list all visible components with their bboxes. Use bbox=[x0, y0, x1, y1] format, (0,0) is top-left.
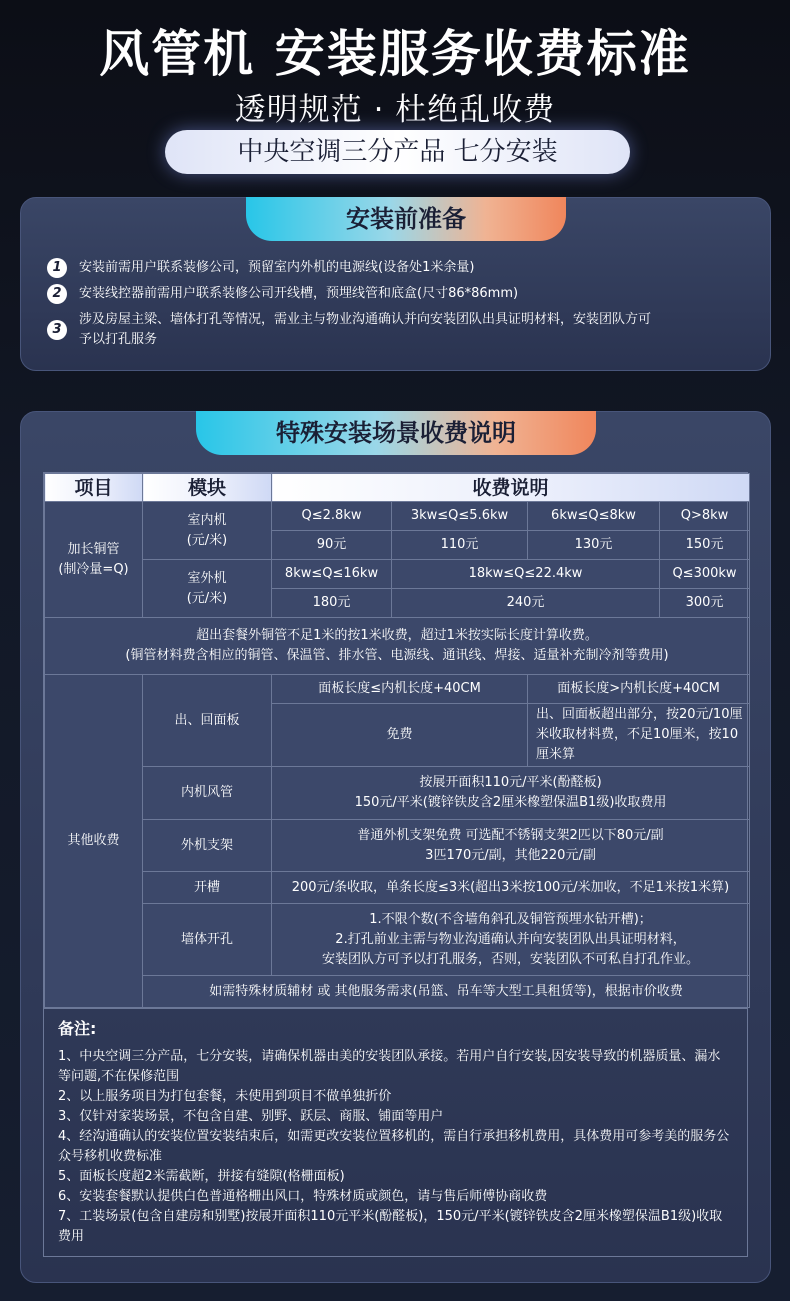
bracket-module-cell: 外机支架 bbox=[143, 820, 272, 872]
table-cell: 出、回面板超出部分，按20元/10厘米收取材料费，不足10厘米，按10厘米算 bbox=[528, 704, 750, 767]
table-cell: 6kw≤Q≤8kw bbox=[528, 502, 660, 531]
number-2-icon: 2 bbox=[47, 284, 67, 304]
prep-item-text: 涉及房屋主梁、墙体打孔等情况，需业主与物业沟通确认并向安装团队出具证明材料，安装团队方可予以打孔服务 bbox=[79, 312, 652, 347]
indoor-module-cell: 室内机 (元/米) bbox=[143, 502, 272, 560]
prep-card bbox=[20, 197, 771, 371]
table-cell: 180元 bbox=[272, 589, 392, 618]
table-cell: 3kw≤Q≤5.6kw bbox=[392, 502, 528, 531]
table-cell: 110元 bbox=[392, 531, 528, 560]
table-row bbox=[45, 502, 750, 531]
prep-item-text: 安装线控器前需用户联系装修公司开线槽，预埋线管和底盒(尺寸86*86mm) bbox=[79, 286, 519, 301]
notes-section bbox=[43, 1002, 748, 1257]
table-row bbox=[45, 560, 750, 589]
note-item: 5、面板长度超2米需截断，拼接有缝隙(格栅面板) bbox=[58, 1169, 345, 1184]
page-title: 风管机 安装服务收费标准 bbox=[99, 25, 691, 83]
table-row bbox=[45, 767, 750, 820]
note-item: 2、以上服务项目为打包套餐，未使用到项目不做单独折价 bbox=[58, 1089, 392, 1104]
note-item: 4、经沟通确认的安装位置安装结束后，如需更改安装位置移机的，需自行承担移机费用，具体费用可参考美的服务公众号移机收费标准 bbox=[58, 1129, 730, 1164]
table-row bbox=[45, 872, 750, 904]
note-item: 6、安装套餐默认提供白色普通格栅出风口，特殊材质或颜色，请与售后师傅协商收费 bbox=[58, 1189, 548, 1204]
page-subtitle: 透明规范 · 杜绝乱收费 bbox=[234, 92, 556, 128]
number-3-icon: 3 bbox=[47, 320, 67, 340]
prep-list bbox=[47, 258, 750, 356]
table-row bbox=[45, 904, 750, 976]
table-cell: 面板长度>内机长度+40CM bbox=[528, 675, 750, 704]
note-item: 1、中央空调三分产品，七分安装，请确保机器由美的安装团队承接。若用户自行安装,因安装导致的机器质量、漏水等问题,不在保修范围 bbox=[58, 1049, 721, 1084]
prep-heading: 安装前准备 bbox=[246, 197, 566, 241]
note-item: 7、工装场景(包含自建房和别墅)按展开面积110元平米(酚醛板)，150元/平米(镀锌铁皮含2厘米橡塑保温B1级)收取费用 bbox=[58, 1209, 723, 1244]
table-cell: 免费 bbox=[272, 704, 528, 767]
table-cell: 90元 bbox=[272, 531, 392, 560]
copper-item-cell: 加长铜管 (制冷量=Q) bbox=[45, 502, 143, 618]
table-cell: 普通外机支架免费 可选配不锈钢支架2匹以下80元/副 3匹170元/副，其他220元/副 bbox=[272, 820, 750, 872]
table-cell: 面板长度≤内机长度+40CM bbox=[272, 675, 528, 704]
prep-item bbox=[47, 310, 750, 350]
prep-item bbox=[47, 258, 750, 278]
misc-fee-cell: 如需特殊材质辅材 或 其他服务需求(吊篮、吊车等大型工具租赁等)，根据市价收费 bbox=[143, 976, 750, 1008]
outdoor-module-cell: 室外机 (元/米) bbox=[143, 560, 272, 618]
table-cell: 18kw≤Q≤22.4kw bbox=[392, 560, 660, 589]
table-cell: 8kw≤Q≤16kw bbox=[272, 560, 392, 589]
table-cell: 240元 bbox=[392, 589, 660, 618]
special-card bbox=[20, 411, 771, 1283]
table-header-row bbox=[45, 474, 750, 502]
col-header-fee: 收费说明 bbox=[272, 474, 750, 502]
note-item: 3、仅针对家装场景，不包含自建、别野、跃层、商服、铺面等用户 bbox=[58, 1109, 444, 1124]
fee-table bbox=[43, 472, 748, 1009]
table-row bbox=[45, 618, 750, 675]
table-cell: Q≤300kw bbox=[660, 560, 750, 589]
table-cell: Q≤2.8kw bbox=[272, 502, 392, 531]
table-row bbox=[45, 820, 750, 872]
col-header-item: 项目 bbox=[45, 474, 143, 502]
wall-module-cell: 墙体开孔 bbox=[143, 904, 272, 976]
notes-title: 备注: bbox=[58, 1019, 97, 1038]
table-cell: 1.不限个数(不含墙角斜孔及铜管预埋水钻开槽)； 2.打孔前业主需与物业沟通确认并向安装团队出具证明材料， 安装团队方可予以打孔服务，否则，安装团队不可私自打孔作业。 bbox=[272, 904, 750, 976]
table-row bbox=[45, 675, 750, 704]
prep-item-text: 安装前需用户联系装修公司，预留室内外机的电源线(设备处1米余量) bbox=[79, 260, 475, 275]
table-cell: 300元 bbox=[660, 589, 750, 618]
prep-item bbox=[47, 284, 750, 304]
duct-module-cell: 内机风管 bbox=[143, 767, 272, 820]
table-cell: 130元 bbox=[528, 531, 660, 560]
special-heading: 特殊安装场景收费说明 bbox=[196, 411, 596, 455]
slogan-pill: 中央空调三分产品 七分安装 bbox=[165, 130, 630, 174]
table-cell: 按展开面积110元/平米(酚醛板) 150元/平米(镀锌铁皮含2厘米橡塑保温B1级)收取费用 bbox=[272, 767, 750, 820]
slot-module-cell: 开槽 bbox=[143, 872, 272, 904]
table-cell: Q>8kw bbox=[660, 502, 750, 531]
panel-module-cell: 出、回面板 bbox=[143, 675, 272, 767]
table-cell: 200元/条收取，单条长度≤3米(超出3米按100元/米加收，不足1米按1米算) bbox=[272, 872, 750, 904]
copper-note-2: (铜管材料费含相应的铜管、保温管、排水管、电源线、通讯线、焊接、适量补充制冷剂等费用) bbox=[125, 648, 669, 663]
table-cell: 150元 bbox=[660, 531, 750, 560]
col-header-module: 模块 bbox=[143, 474, 272, 502]
copper-note-cell bbox=[45, 618, 750, 675]
other-item-cell: 其他收费 bbox=[45, 675, 143, 1008]
number-1-icon: 1 bbox=[47, 258, 67, 278]
copper-note-1: 超出套餐外铜管不足1米的按1米收费，超过1米按实际长度计算收费。 bbox=[196, 628, 598, 643]
